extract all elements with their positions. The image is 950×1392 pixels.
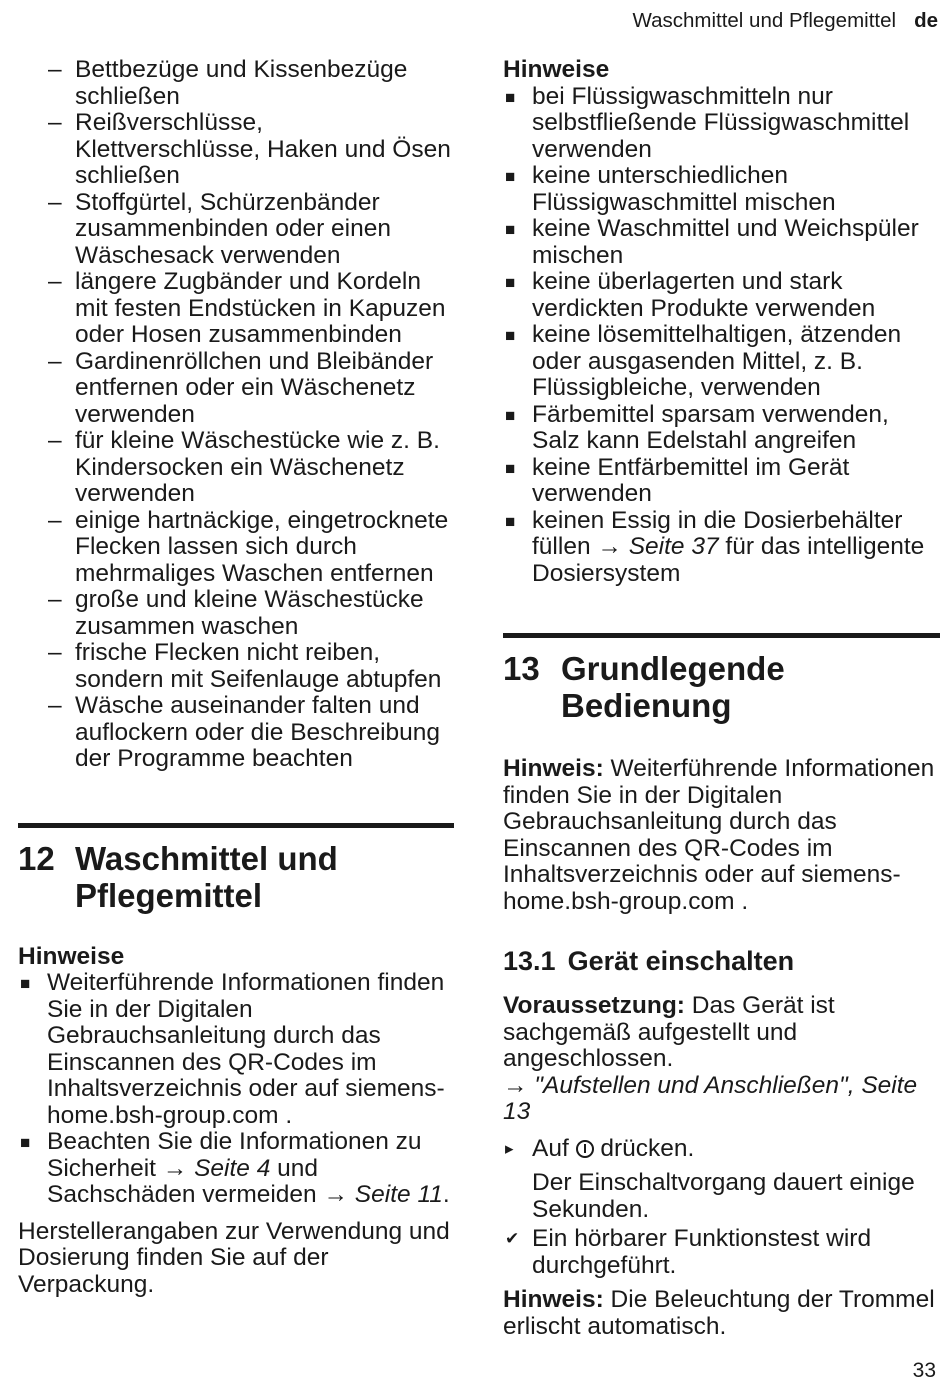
subsection-13-1-heading xyxy=(503,945,940,977)
section-12-heading xyxy=(18,823,454,914)
header-section-title: Waschmittel und Pflegemittel xyxy=(632,9,897,32)
reference-link[interactable]: → "Aufstellen und Anschließen", Seite 13 xyxy=(503,1071,918,1125)
step-arrow-icon: ▸ xyxy=(505,1138,514,1158)
notes-title: Hinweise xyxy=(503,56,610,83)
list-item: ■ keine lösemittelhaltigen, ätzenden oder ausgasenden Mittel, z. B. Flüssigbleiche, verwenden xyxy=(505,321,902,401)
list-item: ■ bei Flüssigwaschmitteln nur selbstfließende Flüssigwaschmittel verwenden xyxy=(505,82,910,163)
detergent-notes-list xyxy=(503,84,940,588)
prerequisite-label: Voraussetzung: xyxy=(503,992,685,1019)
section-number: 13 xyxy=(503,650,540,687)
section-title: Grundlegende Bedienung xyxy=(561,650,785,724)
notes-title: Hinweise xyxy=(18,942,125,970)
list-item: ■ keine Entfärbemittel im Gerät verwenden xyxy=(505,453,850,507)
list-item: – frische Flecken nicht reiben, sondern mit Seifenlauge abtupfen xyxy=(48,639,442,693)
list-item: – Wäsche auseinander falten und auflockern oder die Beschreibung der Programme beachten xyxy=(48,692,441,772)
list-item: ■ Beachten Sie die Informationen zu Sicherheit → Seite 4 und Sachschäden vermeiden → Seite 11. xyxy=(20,1128,450,1208)
subsection-number: 13.1 xyxy=(503,946,556,976)
hinweis-label: Hinweis: xyxy=(503,755,604,782)
instruction-step: ▸ Auf drücken. xyxy=(505,1134,695,1162)
list-item: – für kleine Wäschestücke wie z. B. Kindersocken ein Wäschenetz verwenden xyxy=(48,427,440,507)
hinweis-paragraph: Hinweis: Die Beleuchtung der Trommel erlischt automatisch. xyxy=(503,1286,935,1340)
list-item: ■ keinen Essig in die Dosierbehälter füllen → Seite 37 für das intelligente Dosiersystem xyxy=(505,506,925,587)
step-result: Der Einschaltvorgang dauert einige Sekunden. xyxy=(532,1169,915,1223)
header-language: de xyxy=(914,9,938,32)
section-13-heading xyxy=(503,633,940,724)
list-item: – Stoffgürtel, Schürzenbänder zusammenbinden oder einen Wäschesack verwenden xyxy=(48,188,391,269)
list-item: ■ keine überlagerten und stark verdickten Produkte verwenden xyxy=(505,268,876,322)
checkmark-icon: ✔ xyxy=(505,1229,520,1248)
left-column xyxy=(18,57,454,1298)
page-header xyxy=(632,8,938,34)
page-link[interactable]: → Seite 4 xyxy=(162,1154,271,1182)
list-item: – große und kleine Wäschestücke zusammen waschen xyxy=(48,586,424,640)
list-item: ■ keine unterschiedlichen Flüssigwaschmittel mischen xyxy=(505,162,836,216)
hinweis-paragraph: Hinweis: Weiterführende Informationen finden Sie in der Digitalen Gebrauchsanleitung durch das Einscannen des QR-Codes im Inhaltsverzeichnis oder auf siemens-home.bsh-group.com . xyxy=(503,755,935,915)
check-result: ✔ Ein hörbarer Funktionstest wird durchgeführt. xyxy=(505,1225,872,1279)
power-button-icon xyxy=(576,1140,594,1158)
right-column xyxy=(503,57,940,1340)
subsection-title: Gerät einschalten xyxy=(567,946,795,976)
manufacturer-note: Herstellerangaben zur Verwendung und Dosierung finden Sie auf der Verpackung. xyxy=(18,1217,450,1298)
section-number: 12 xyxy=(18,839,55,877)
prerequisite: Voraussetzung: Das Gerät ist sachgemäß aufgestellt und angeschlossen. xyxy=(503,992,835,1072)
page-link[interactable]: → Seite 37 xyxy=(597,533,719,560)
page-link[interactable]: → Seite 11 xyxy=(323,1181,443,1208)
hinweis-label: Hinweis: xyxy=(503,1286,604,1313)
list-item: ■ keine Waschmittel und Weichspüler mischen xyxy=(505,215,919,269)
list-item: ■ Färbemittel sparsam verwenden, Salz kann Edelstahl angreifen xyxy=(505,400,889,454)
list-item: – längere Zugbänder und Kordeln mit festen Endstücken in Kapuzen oder Hosen zusammenbinden xyxy=(48,268,446,348)
list-item: – Reißverschlüsse, Klettverschlüsse, Haken und Ösen schließen xyxy=(48,109,451,189)
list-item: ■ Weiterführende Informationen finden Sie in der Digitalen Gebrauchsanleitung durch das Einscannen des QR-Codes im Inhaltsverzeichnis oder auf siemens-home.bsh-group.com . xyxy=(20,969,445,1129)
section-title: Waschmittel und Pflegemittel xyxy=(75,839,338,914)
page-number: 33 xyxy=(912,1358,936,1382)
notes-list xyxy=(18,970,454,1209)
laundry-prep-list xyxy=(18,57,454,773)
list-item: – einige hartnäckige, eingetrocknete Flecken lassen sich durch mehrmaliges Waschen entfernen xyxy=(48,506,449,587)
list-item: – Gardinenröllchen und Bleibänder entfernen oder ein Wäschenetz verwenden xyxy=(48,347,434,428)
list-item: – Bettbezüge und Kissenbezüge schließen xyxy=(48,56,408,110)
